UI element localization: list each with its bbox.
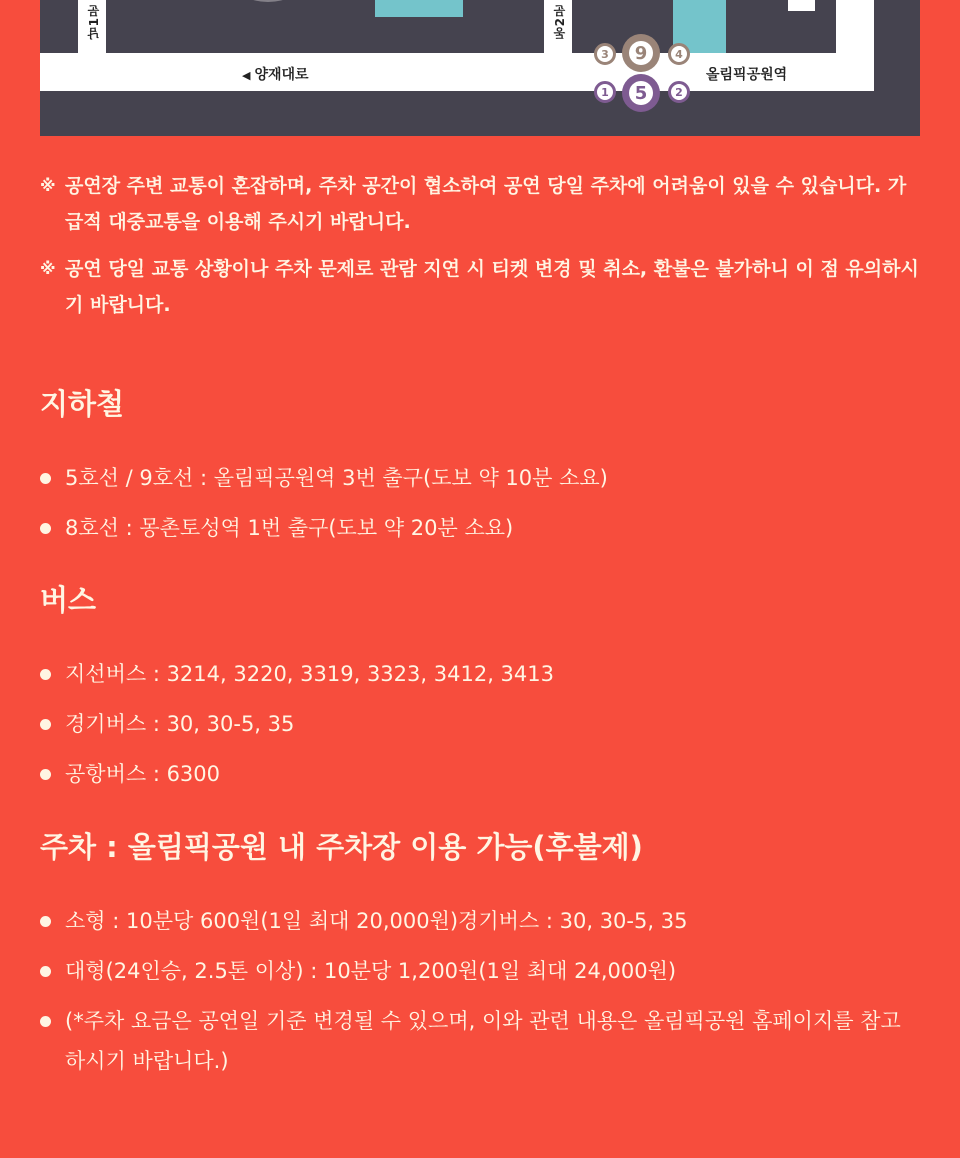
bullet-icon <box>40 719 51 730</box>
exit-4-icon: 4 <box>668 43 690 65</box>
list-item: 8호선 : 몽촌토성역 1번 출구(도보 약 20분 소요) <box>40 508 920 548</box>
subway-title: 지하철 <box>40 387 125 421</box>
list-item: (*주차 요금은 공연일 기준 변경될 수 있으며, 이와 관련 내용은 올림픽공원 홈페이지를 참고하시기 바랍니다.) <box>40 1001 920 1081</box>
map-gate-east2-label: 동2문 <box>553 4 567 40</box>
notice-traffic: ※ 공연장 주변 교통이 혼잡하며, 주차 공간이 협소하여 공연 당일 주차에 어려움이 있을 수 있습니다. 가급적 대중교통을 이용해 주시기 바랍니다. <box>40 168 920 240</box>
list-item: 지선버스 : 3214, 3220, 3319, 3323, 3412, 3413 <box>40 654 920 694</box>
map-road-yangjae: ◀ 양재대로 <box>242 67 309 83</box>
exit-3-icon: 3 <box>594 43 616 65</box>
bullet-icon <box>40 966 51 977</box>
bullet-icon <box>40 473 51 484</box>
list-item: 대형(24인승, 2.5톤 이상) : 10분당 1,200원(1일 최대 24,000원) <box>40 951 920 991</box>
bullet-icon <box>40 669 51 680</box>
bus-section <box>40 580 920 804</box>
map-building-left <box>375 0 463 17</box>
bus-title: 버스 <box>40 583 97 617</box>
line5-station-icon: 5 <box>622 74 660 112</box>
left-arrow-icon: ◀ <box>242 69 251 82</box>
subway-list <box>40 458 920 548</box>
exit-1-icon: 1 <box>594 81 616 103</box>
list-item: 5호선 / 9호선 : 올림픽공원역 3번 출구(도보 약 10분 소요) <box>40 458 920 498</box>
venue-map <box>40 0 920 136</box>
notice-refund: ※ 공연 당일 교통 상황이나 주차 문제로 관람 지연 시 티켓 변경 및 취소, 환불은 불가하니 이 점 유의하시기 바랍니다. <box>40 251 920 323</box>
bullet-icon <box>40 769 51 780</box>
bullet-icon <box>40 916 51 927</box>
bullet-icon <box>40 1016 51 1027</box>
list-item: 경기버스 : 30, 30-5, 35 <box>40 704 920 744</box>
map-road-right <box>836 0 874 91</box>
exit-2-icon: 2 <box>668 81 690 103</box>
list-item: 소형 : 10분당 600원(1일 최대 20,000원)경기버스 : 30, 30-5, 35 <box>40 901 920 941</box>
map-landmark-circle <box>236 0 300 2</box>
subway-section <box>40 384 920 558</box>
bullet-icon <box>40 523 51 534</box>
reference-mark-icon: ※ <box>40 176 56 195</box>
line9-station-icon: 9 <box>622 34 660 72</box>
bus-list <box>40 654 920 794</box>
list-item: 공항버스 : 6300 <box>40 754 920 794</box>
map-small-building <box>788 0 815 11</box>
parking-section <box>40 827 920 1091</box>
parking-title: 주차 : 올림픽공원 내 주차장 이용 가능(후불제) <box>40 830 643 864</box>
reference-mark-icon: ※ <box>40 259 56 278</box>
map-station-label: 올림픽공원역 <box>706 67 788 83</box>
notices <box>40 168 920 334</box>
map-gate-south1-label: 남1문 <box>87 4 101 40</box>
parking-list <box>40 901 920 1081</box>
